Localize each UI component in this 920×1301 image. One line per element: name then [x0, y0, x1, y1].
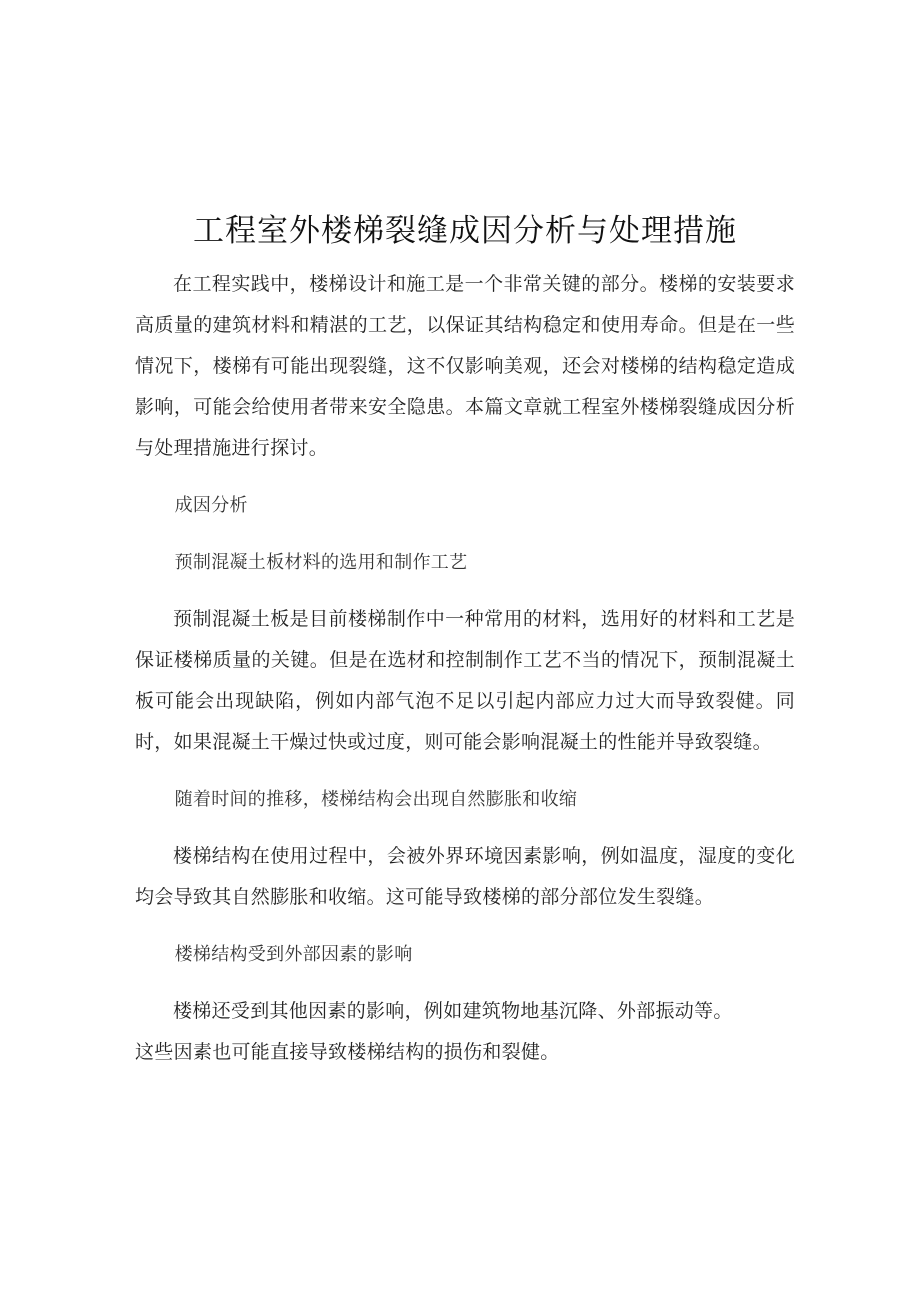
subsection-body-precast: 预制混凝土板是目前楼梯制作中一种常用的材料，选用好的材料和工艺是保证楼梯质量的关键。但是在选材和控制制作工艺不当的情况下，预制混凝土板可能会出现缺陷，例如内部气泡不足以引起内部应力过大而导致裂健。同时，如果混凝土干燥过快或过度，则可能会影响混凝土的性能并导致裂缝。 — [135, 608, 795, 753]
subsection-body-expansion: 楼梯结构在使用过程中，会被外界环境因素影响，例如温度，湿度的变化均会导致其自然膨胀和收缩。这可能导致楼梯的部分部位发生裂缝。 — [135, 845, 795, 908]
intro-paragraph: 在工程实践中，楼梯设计和施工是一个非常关键的部分。楼梯的安装要求高质量的建筑材料和精湛的工艺，以保证其结构稳定和使用寿命。但是在一些情况下，楼梯有可能出现裂缝，这不仅影响美观，还会对楼梯的结构稳定造成影响，可能会给使用者带来安全隐患。本篇文章就工程室外楼梯裂缝成因分析与处理措施进行探讨。 — [135, 273, 795, 459]
document-body — [135, 208, 795, 1073]
subsection-body-external-continued: 这些因素也可能直接导致楼梯结构的损伤和裂健。 — [135, 1041, 560, 1063]
subsection-heading-external: 楼梯结构受到外部因素的影响 — [174, 944, 413, 965]
subsection-heading-expansion: 随着时间的推移，楼梯结构会出现自然膨胀和收缩 — [174, 789, 578, 810]
section-heading-causes: 成因分析 — [174, 495, 248, 516]
subsection-body-external: 楼梯还受到其他因素的影响，例如建筑物地基沉降、外部振动等。 — [173, 1000, 733, 1022]
subsection-heading-precast: 预制混凝土板材料的选用和制作工艺 — [174, 552, 468, 573]
document-title: 工程室外楼梯裂缝成因分析与处理措施 — [193, 213, 737, 249]
